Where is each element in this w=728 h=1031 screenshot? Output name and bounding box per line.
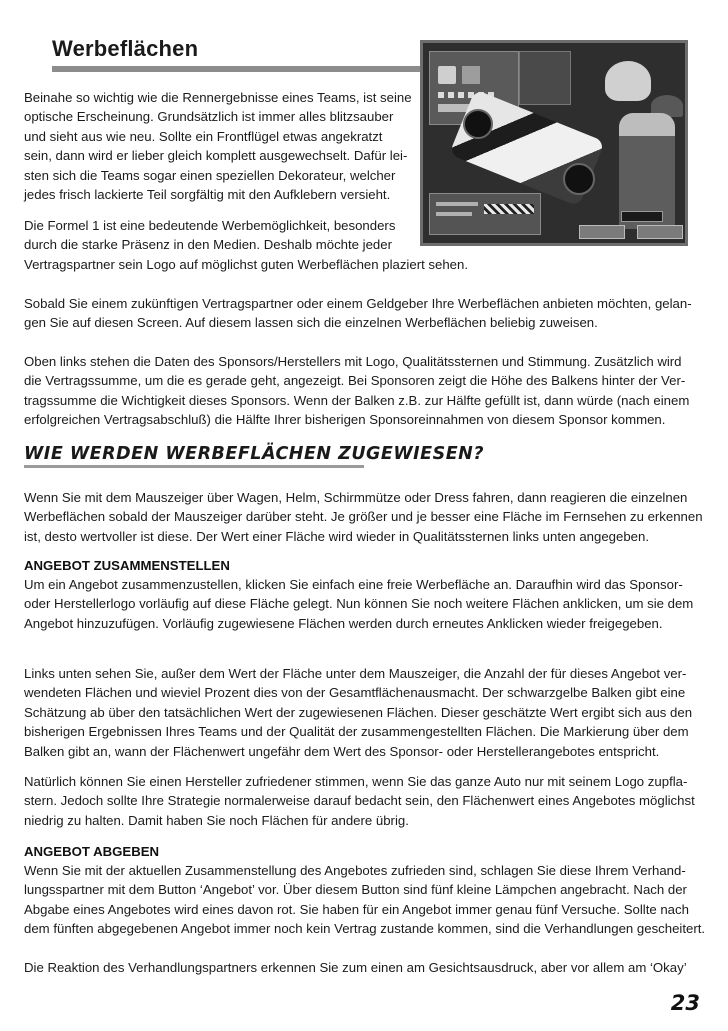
- strategy-paragraph: [24, 772, 695, 830]
- lower-left-info-paragraph: [24, 664, 692, 761]
- helmet-icon: [605, 61, 651, 101]
- manufacturer-logo-icon: [462, 66, 480, 84]
- text-line: Beinahe so wichtig wie die Rennergebnisse eines Teams, ist seine: [24, 90, 412, 105]
- text-line: wendeten Flächen und wieviel Prozent dies von der Gesamtflächenausmacht. Der schwarzgelbe Balken gibt eine: [24, 685, 686, 701]
- page-title: Werbeflächen: [52, 36, 199, 61]
- text-line: dem fünften abgegebenen Angebot immer noch kein Vertrag zustande kommen, sind die Verhandlungen gescheitert.: [24, 921, 706, 937]
- text-line: Schätzung ab über den tatsächlichen Wert der zugewiesenen Flächen. Dieser geschätzte Wert ergibt sich aus den: [24, 704, 693, 720]
- text-line: Vertragspartner sein Logo auf möglichst guten Werbeflächen plaziert sehen.: [24, 256, 469, 272]
- text-line: optische Erscheinung. Grundsätzlich ist immer alles blitzsauber: [24, 109, 394, 125]
- value-line: [436, 202, 478, 206]
- text-line: niedrig zu halten. Damit haben Sie noch Flächen für andere übrig.: [24, 812, 409, 828]
- page-number: 23: [670, 991, 700, 1015]
- text-line: Wenn Sie mit der aktuellen Zusammenstellung des Angebotes zufrieden sind, schlagen Sie diese Ihrem Verhand-: [24, 863, 686, 878]
- section-heading: WIE WERDEN WERBEFLÄCHEN ZUGEWIESEN?: [24, 444, 484, 464]
- submit-offer-paragraph: [24, 861, 705, 939]
- text-line: erfolgreichen Vertragsabschluß) die Hälfte Ihrer bisherigen Sponsoreinnahmen von diesem Sponsor kommen.: [24, 412, 666, 428]
- text-line: Natürlich können Sie einen Hersteller zufriedener stimmen, wenn Sie das ganze Auto nur mit seinem Logo zupfla-: [24, 774, 688, 789]
- mood-panel: [519, 51, 571, 105]
- text-line: Abgabe eines Angebotes wird eines davon rot. Sie haben für ein Angebot immer genau fünf Versuche. Sollte nach: [24, 901, 689, 917]
- subheading-angebot-zusammenstellen: ANGEBOT ZUSAMMENSTELLEN: [24, 558, 230, 573]
- okay-button-icon: [637, 225, 683, 239]
- text-line: sten sich die Teams sogar einen speziellen Dekorateur, welcher: [24, 167, 396, 183]
- title-underline: [52, 66, 436, 72]
- text-line: Wenn Sie mit dem Mauszeiger über Wagen, Helm, Schirmmütze oder Dress fahren, dann reagieren die einzelnen: [24, 490, 688, 505]
- wheel-icon: [463, 109, 493, 139]
- wheel-icon: [563, 163, 595, 195]
- text-line: ist, desto wertvoller ist diese. Der Wert einer Fläche wird wieder in Qualitätssternen links unten angegeben.: [24, 528, 650, 544]
- text-line: Links unten sehen Sie, außer dem Wert der Fläche unter dem Mauszeiger, die Anzahl der für dieses Angebot ver-: [24, 666, 687, 681]
- sponsor-data-paragraph: [24, 352, 689, 430]
- text-line: bisherigen Ergebnissen Ihres Teams und der Qualität der zusammengestellten Flächen. Die Markierung über dem: [24, 724, 689, 740]
- text-line: gen Sie auf diesen Screen. Auf diesem lassen sich die einzelnen Werbeflächen beliebig zuweisen.: [24, 315, 598, 331]
- estimate-bar: [484, 204, 534, 214]
- text-line: sein, dann wird er lieber gleich komplett ausgewechselt. Dafür lei-: [24, 148, 408, 164]
- screen-access-paragraph: [24, 294, 692, 333]
- text-line: Die Formel 1 ist eine bedeutende Werbemöglichkeit, besonders: [24, 218, 396, 233]
- text-line: jedes frisch lackierte Teil sorgfältig mit den Aufklebern versieht.: [24, 187, 391, 203]
- text-line: oder Herstellerlogo vorläufig auf diese Fläche gelegt. Nun können Sie noch weitere Flächen anklicken, um sie dem: [24, 596, 694, 612]
- text-line: lungsspartner mit dem Button ‘Angebot’ vor. Über diesem Button sind fünf kleine Lämpchen angebracht. Nach der: [24, 882, 687, 898]
- text-line: durch die starke Präsenz in den Medien. Deshalb möchte jeder: [24, 237, 392, 253]
- text-line: stern. Jedoch sollte Ihre Strategie normalerweise darauf bedacht sein, den Flächenwert eines Angebotes möglichst: [24, 793, 695, 809]
- text-line: Oben links stehen die Daten des Sponsors/Herstellers mit Logo, Qualitätssternen und Stimmung. Zusätzlich wird: [24, 354, 682, 369]
- text-line: Balken gibt an, wann der Flächenwert ungefähr dem Wert des Sponsor- oder Herstellerangebotes entspricht.: [24, 743, 660, 759]
- section-underline: [24, 465, 364, 468]
- media-paragraph: [24, 216, 468, 274]
- intro-paragraph: [24, 88, 412, 204]
- sponsor-logo-icon: [438, 66, 456, 84]
- reaction-paragraph: [24, 958, 687, 977]
- text-line: Angebot hinzuzufügen. Vorläufig zugewiesene Flächen werden durch erneutes Anklicken wieder freigegeben.: [24, 615, 663, 631]
- value-readout: [621, 211, 663, 222]
- angebot-button-icon: [579, 225, 625, 239]
- subheading-angebot-abgeben: ANGEBOT ABGEBEN: [24, 844, 160, 859]
- text-line: tragssumme die Wichtigkeit dieses Sponsors. Wenn der Balken z.B. zur Hälfte gefüllt ist, dann würde (nach einem: [24, 392, 690, 408]
- text-line: und sieht aus wie neu. Sollte ein Frontflügel etwas angekratzt: [24, 128, 383, 144]
- mouse-hover-paragraph: [24, 488, 703, 546]
- title-block: [24, 36, 412, 76]
- compose-offer-paragraph: [24, 575, 693, 633]
- text-line: die Vertragssumme, um die es gerade geht, angezeigt. Bei Sponsoren zeigt die Höhe des Balkens hinter der Ver-: [24, 373, 686, 389]
- text-line: Werbeflächen sobald der Mauszeiger darüber steht. Je größer und je besser eine Fläche im Fernsehen zu erkennen: [24, 509, 703, 525]
- text-line: Sobald Sie einem zukünftigen Vertragspartner oder einem Geldgeber Ihre Werbeflächen anbieten möchten, gelan-: [24, 296, 692, 311]
- text-line: Um ein Angebot zusammenzustellen, klicken Sie einfach eine freie Werbefläche an. Daraufhin wird das Sponsor-: [24, 577, 683, 592]
- text-line: Die Reaktion des Verhandlungspartners erkennen Sie zum einen am Gesichtsausdruck, aber vor allem am ‘Okay’: [24, 960, 687, 975]
